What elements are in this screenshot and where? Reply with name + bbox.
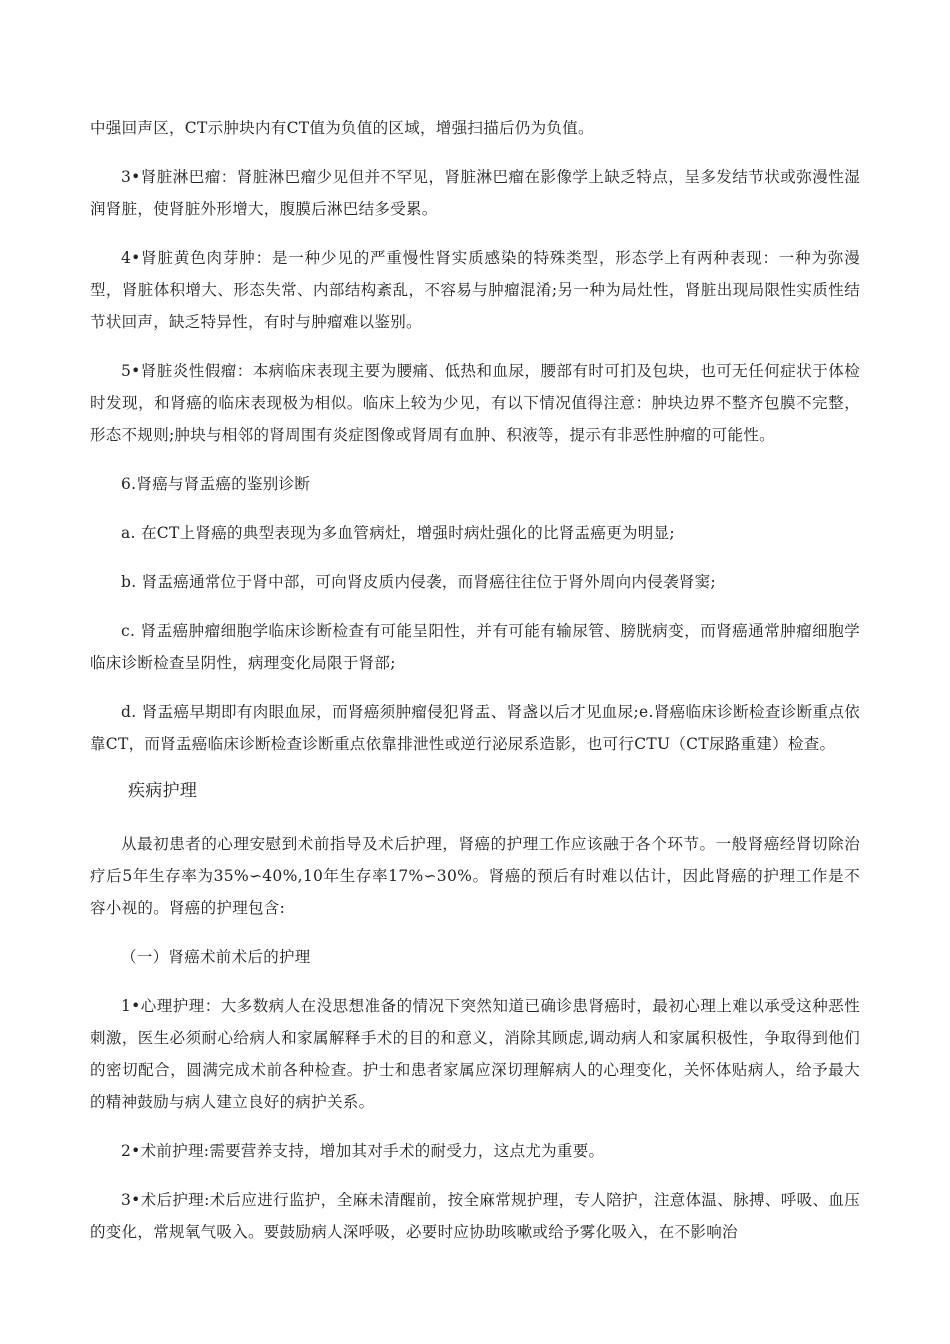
paragraph-postoperative-care: 3•术后护理:术后应进行监护，全麻未清醒前，按全麻常规护理，专人陪护，注意体温、脉搏、呼吸、血压的变化，常规氧气吸入。要鼓励病人深呼吸，必要时应协助咳嗽或给予雾化吸入，在不影响治 [90,1191,860,1241]
paragraph-item-d: d. 肾盂癌早期即有肉眼血尿，而肾癌须肿瘤侵犯肾盂、肾盏以后才见血尿;e.肾癌临床诊断检查诊断重点依靠CT，而肾盂癌临床诊断检查诊断重点依靠排泄性或逆行泌尿系造影，也可行CTU（CT尿路重建）检查。 [90,703,860,753]
paragraph-xanthogranulomatous: 4•肾脏黄色肉芽肿：是一种少见的严重慢性肾实质感染的特殊类型，形态学上有两种表现：一种为弥漫型，肾脏体积增大、形态失常、内部结构紊乱，不容易与肿瘤混淆;另一种为局灶性，肾脏出现局限性实质性结节状回声，缺乏特异性，有时与肿瘤难以鉴别。 [90,249,860,331]
paragraph-preoperative-care: 2•术前护理:需要营养支持，增加其对手术的耐受力，这点尤为重要。 [121,1142,605,1160]
document-body [90,112,860,1248]
paragraph-item-a: a. 在CT上肾癌的典型表现为多血管病灶，增强时病灶强化的比肾盂癌更为明显; [121,524,675,542]
paragraph-inflammatory-pseudotumor: 5•肾脏炎性假瘤：本病临床表现主要为腰痛、低热和血尿，腰部有时可扪及包块，也可无任何症状于体检时发现，和肾癌的临床表现极为相似。临床上较为少见，有以下情况值得注意：肿块边界不整齐包膜不完整，形态不规则;肿块与相邻的肾周围有炎症图像或肾周有血肿、积液等，提示有非恶性肿瘤的可能性。 [90,362,860,444]
paragraph-nursing-intro: 从最初患者的心理安慰到术前指导及术后护理，肾癌的护理工作应该融于各个环节。一般肾癌经肾切除治疗后5年生存率为35%∽40%,10年生存率17%∽30%。肾癌的预后有时难以估计，因此肾癌的护理工作是不容小视的。肾癌的护理包含: [90,835,860,917]
paragraph-renal-lymphoma: 3•肾脏淋巴瘤：肾脏淋巴瘤少见但并不罕见，肾脏淋巴瘤在影像学上缺乏特点，呈多发结节状或弥漫性湿润肾脏，使肾脏外形增大，腹膜后淋巴结多受累。 [90,168,860,218]
paragraph-item-c: c. 肾盂癌肿瘤细胞学临床诊断检查有可能呈阳性，并有可能有输尿管、膀胱病变，而肾癌通常肿瘤细胞学临床诊断检查呈阴性，病理变化局限于肾部; [90,622,860,672]
paragraph-differential-title: 6.肾癌与肾盂癌的鉴别诊断 [121,475,311,493]
paragraph-item-b: b. 肾盂癌通常位于肾中部，可向肾皮质内侵袭，而肾癌往往位于肾外周向内侵袭肾窦; [121,573,717,591]
section-heading: 疾病护理 [128,781,198,801]
paragraph-ct-fat-density: 中强回声区，CT示肿块内有CT值为负值的区域，增强扫描后仍为负值。 [90,119,594,137]
paragraph-psychological-care: 1•心理护理：大多数病人在没思想准备的情况下突然知道已确诊患肾癌时，最初心理上难以承受这种恶性刺激，医生必须耐心给病人和家属解释手术的目的和意义，消除其顾虑,调动病人和家属积极性，争取得到他们的密切配合，圆满完成术前各种检查。护士和患者家属应深切理解病人的心理变化，关怀体贴病人，给予最大的精神鼓励与病人建立良好的病护关系。 [90,997,860,1111]
paragraph-subheading-perioperative: （一）肾癌术前术后的护理 [121,948,311,966]
